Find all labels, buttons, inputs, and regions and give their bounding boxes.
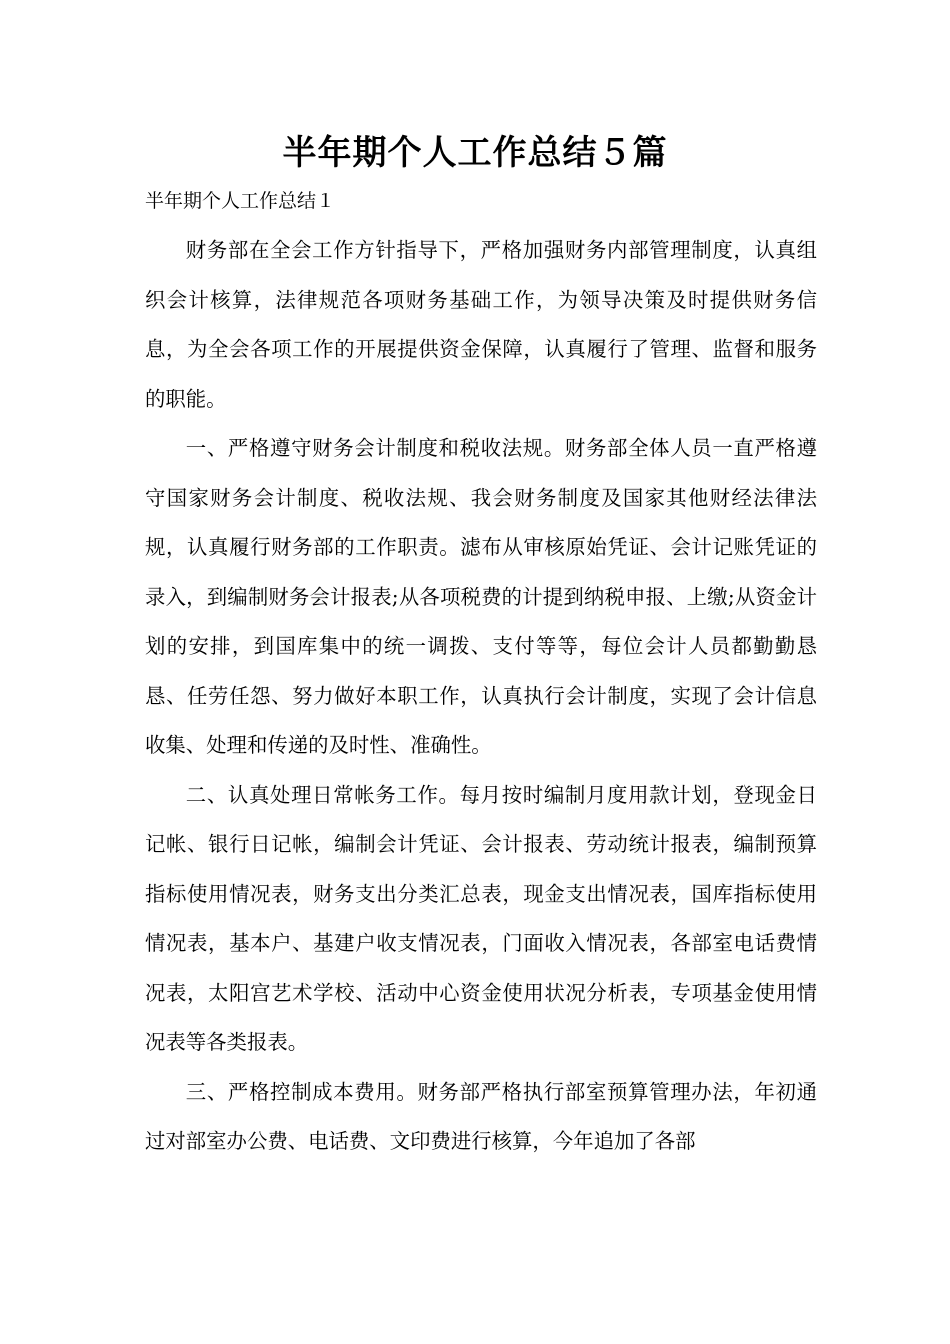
paragraph-item-3: 三、严格控制成本费用。财务部严格执行部室预算管理办法，年初通过对部室办公费、电话费、文印费进行核算，今年追加了各部 [145,1079,817,1153]
document-body [145,226,817,1167]
section-heading: 半年期个人工作总结１ [145,190,336,212]
paragraph-item-2: 二、认真处理日常帐务工作。每月按时编制月度用款计划，登现金日记帐、银行日记帐，编制会计凭证、会计报表、劳动统计报表，编制预算指标使用情况表，财务支出分类汇总表，现金支出情况表，国库指标使用情况表，基本户、基建户收支情况表，门面收入情况表，各部室电话费情况表，太阳宫艺术学校、活动中心资金使用状况分析表，专项基金使用情况表等各类报表。 [145,782,817,1054]
paragraph-intro: 财务部在全会工作方针指导下，严格加强财务内部管理制度，认真组织会计核算，法律规范各项财务基础工作，为领导决策及时提供财务信息，为全会各项工作的开展提供资金保障，认真履行了管理、监督和服务的职能。 [145,238,817,411]
paragraph-item-1: 一、严格遵守财务会计制度和税收法规。财务部全体人员一直严格遵守国家财务会计制度、税收法规、我会财务制度及国家其他财经法律法规，认真履行财务部的工作职责。滤布从审核原始凭证、会计记账凭证的录入，到编制财务会计报表;从各项税费的计提到纳税申报、上缴;从资金计划的安排，到国库集中的统一调拨、支付等等，每位会计人员都勤勤恳恳、任劳任怨、努力做好本职工作，认真执行会计制度，实现了会计信息收集、处理和传递的及时性、准确性。 [145,436,817,757]
document-title: 半年期个人工作总结５篇 [282,133,668,173]
